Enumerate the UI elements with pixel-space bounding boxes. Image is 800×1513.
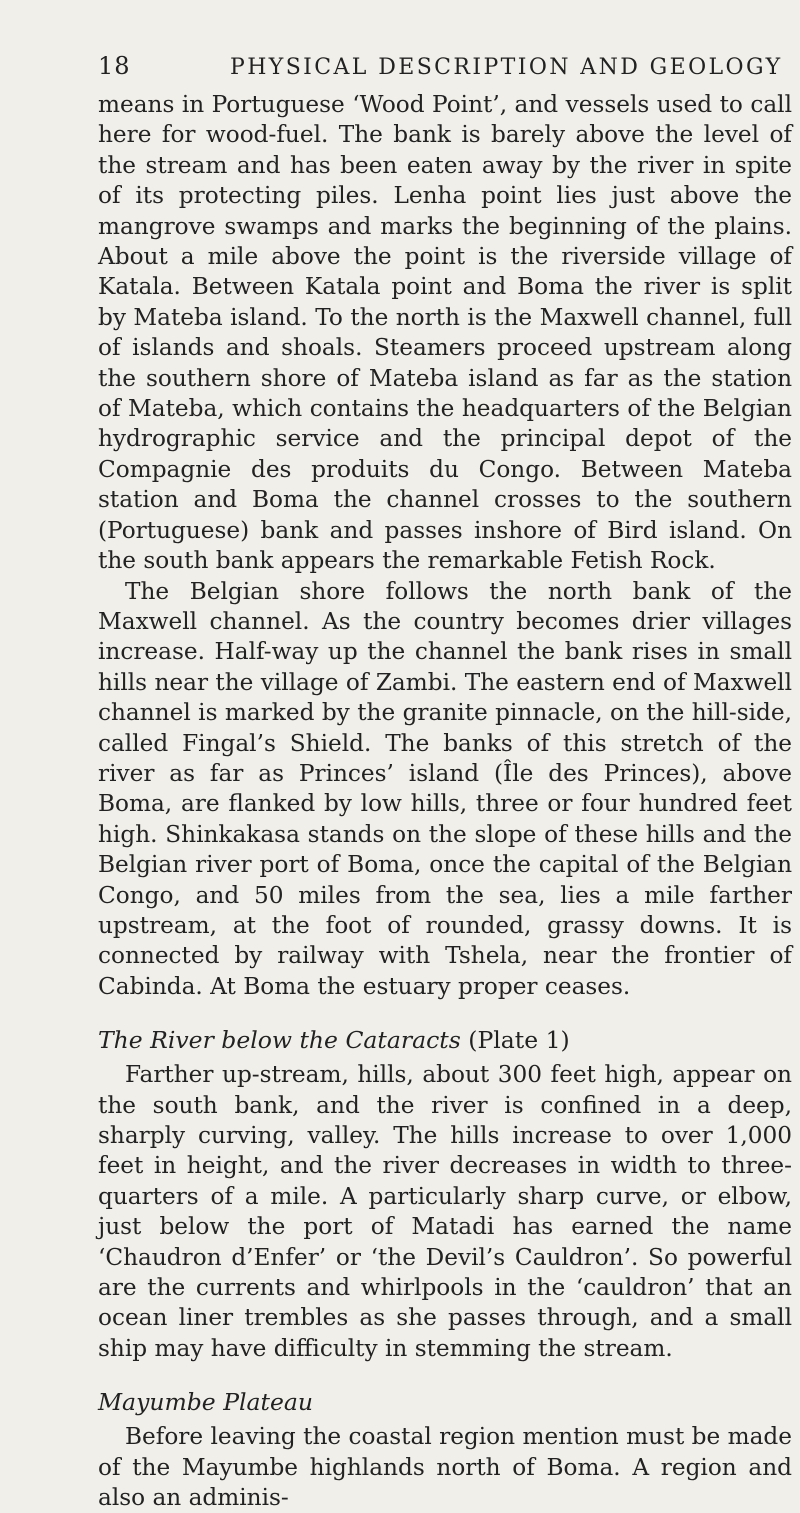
section-heading-mayumbe-title: Mayumbe Plateau	[98, 1388, 314, 1417]
section-heading-river	[98, 1025, 792, 1055]
section-heading-river-plate: (Plate 1)	[468, 1026, 570, 1055]
paragraph-cataracts: Farther up-stream, hills, about 300 feet high, appear on the south bank, and the river is confined in a deep, sharply curving, valley. The hills increase to over 1,000 feet in height, and the river decreases in width to three-quarters of a mile. A particularly sharp curve, or elbow, just below the port of Matadi has earned the name ‘Chaudron d’Enfer’ or ‘the Devil’s Cauldron’. So powerful are the currents and whirlpools in the ‘cauldron’ that an ocean liner trembles as she passes through, and a small ship may have difficulty in stemming the stream.	[98, 1061, 792, 1362]
paragraph-mayumbe: Before leaving the coastal region mention must be made of the Mayumbe highlands north of Boma. A region and also an adminis-	[98, 1423, 792, 1512]
running-head	[98, 52, 792, 88]
section-heading-mayumbe	[98, 1387, 792, 1417]
paragraph-wood-point: means in Portuguese ‘Wood Point’, and vessels used to call here for wood-fuel. The bank is barely above the level of the stream and has been eaten away by the river in spite of its protecting piles. Lenha point lies just above the mangrove swamps and marks the beginning of the plains. About a mile above the point is the riverside village of Katala. Between Katala point and Boma the river is split by Mateba island. To the north is the Maxwell channel, full of islands and shoals. Steamers proceed upstream along the southern shore of Mateba island as far as the station of Mateba, which contains the headquarters of the Belgian hydrographic service and the principal depot of the Compagnie des produits du Congo. Between Mateba station and Boma the channel crosses to the southern (Portuguese) bank and passes inshore of Bird island. On the south bank appears the remarkable Fetish Rock.	[98, 91, 792, 575]
section-heading-river-title: The River below the Cataracts	[98, 1026, 461, 1055]
running-title: PHYSICAL DESCRIPTION AND GEOLOGY	[230, 55, 783, 80]
page-number: 18	[98, 52, 131, 80]
paragraph-belgian-shore: The Belgian shore follows the north bank of the Maxwell channel. As the country becomes drier villages increase. Half-way up the channel the bank rises in small hills near the village of Zambi. The eastern end of Maxwell channel is marked by the granite pinnacle, on the hill-side, called Fingal’s Shield. The banks of this stretch of the river as far as Princes’ island (Île des Princes), above Boma, are flanked by low hills, three or four hundred feet high. Shinkakasa stands on the slope of these hills and the Belgian river port of Boma, once the capital of the Belgian Congo, and 50 miles from the sea, lies a mile farther upstream, at the foot of rounded, grassy downs. It is connected by railway with Tshela, near the frontier of Cabinda. At Boma the estuary proper ceases.	[98, 577, 792, 1000]
